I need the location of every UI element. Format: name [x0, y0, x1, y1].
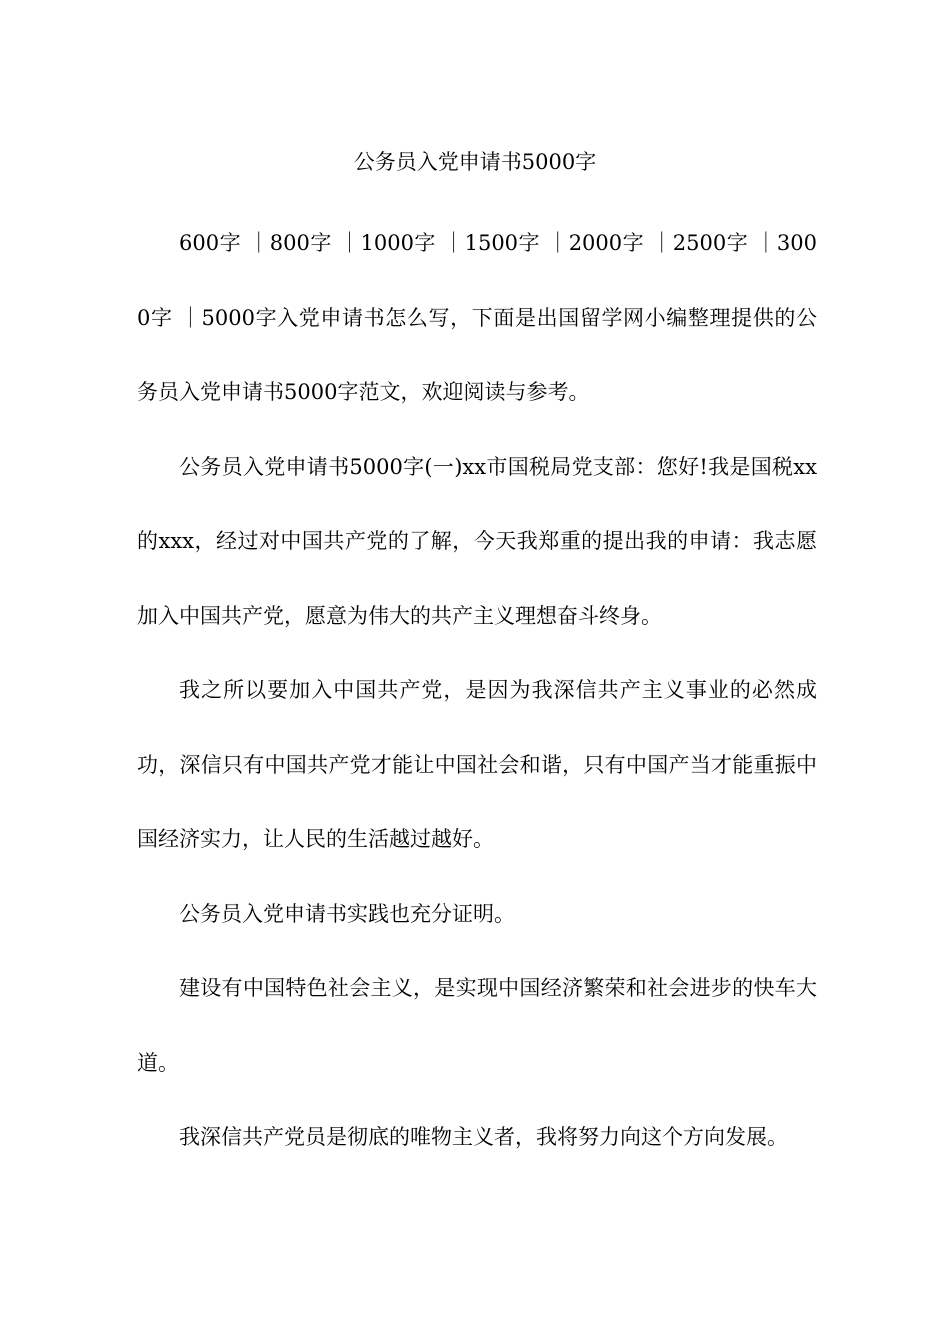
paragraph: 我深信共产党员是彻底的唯物主义者，我将努力向这个方向发展。 — [179, 1125, 788, 1149]
paragraph: 我之所以要加入中国共产党，是因为我深信共产主义事业的必然成功，深信只有中国共产党才能让中国社会和谐，只有中国产当才能重振中国经济实力，让人民的生活越过越好。 — [137, 678, 817, 851]
paragraph: 建设有中国特色社会主义，是实现中国经济繁荣和社会进步的快车大道。 — [137, 976, 817, 1075]
paragraph: 公务员入党申请书5000字(一)xx市国税局党支部：您好!我是国税xx的xxx，经过对中国共产党的了解，今天我郑重的提出我的申请：我志愿加入中国共产党，愿意为伟大的共产主义理想奋斗终身。 — [137, 454, 817, 628]
document-title: 公务员入党申请书5000字 — [353, 150, 597, 174]
paragraph: 公务员入党申请书实践也充分证明。 — [179, 901, 515, 926]
document-body — [137, 206, 817, 1175]
paragraph: 600字 ｜800字 ｜1000字 ｜1500字 ｜2000字 ｜2500字 ｜3000字 ｜5000字入党申请书怎么写，下面是出国留学网小编整理提供的公务员入党申请书5000字范文，欢迎阅读与参考。 — [137, 231, 817, 404]
